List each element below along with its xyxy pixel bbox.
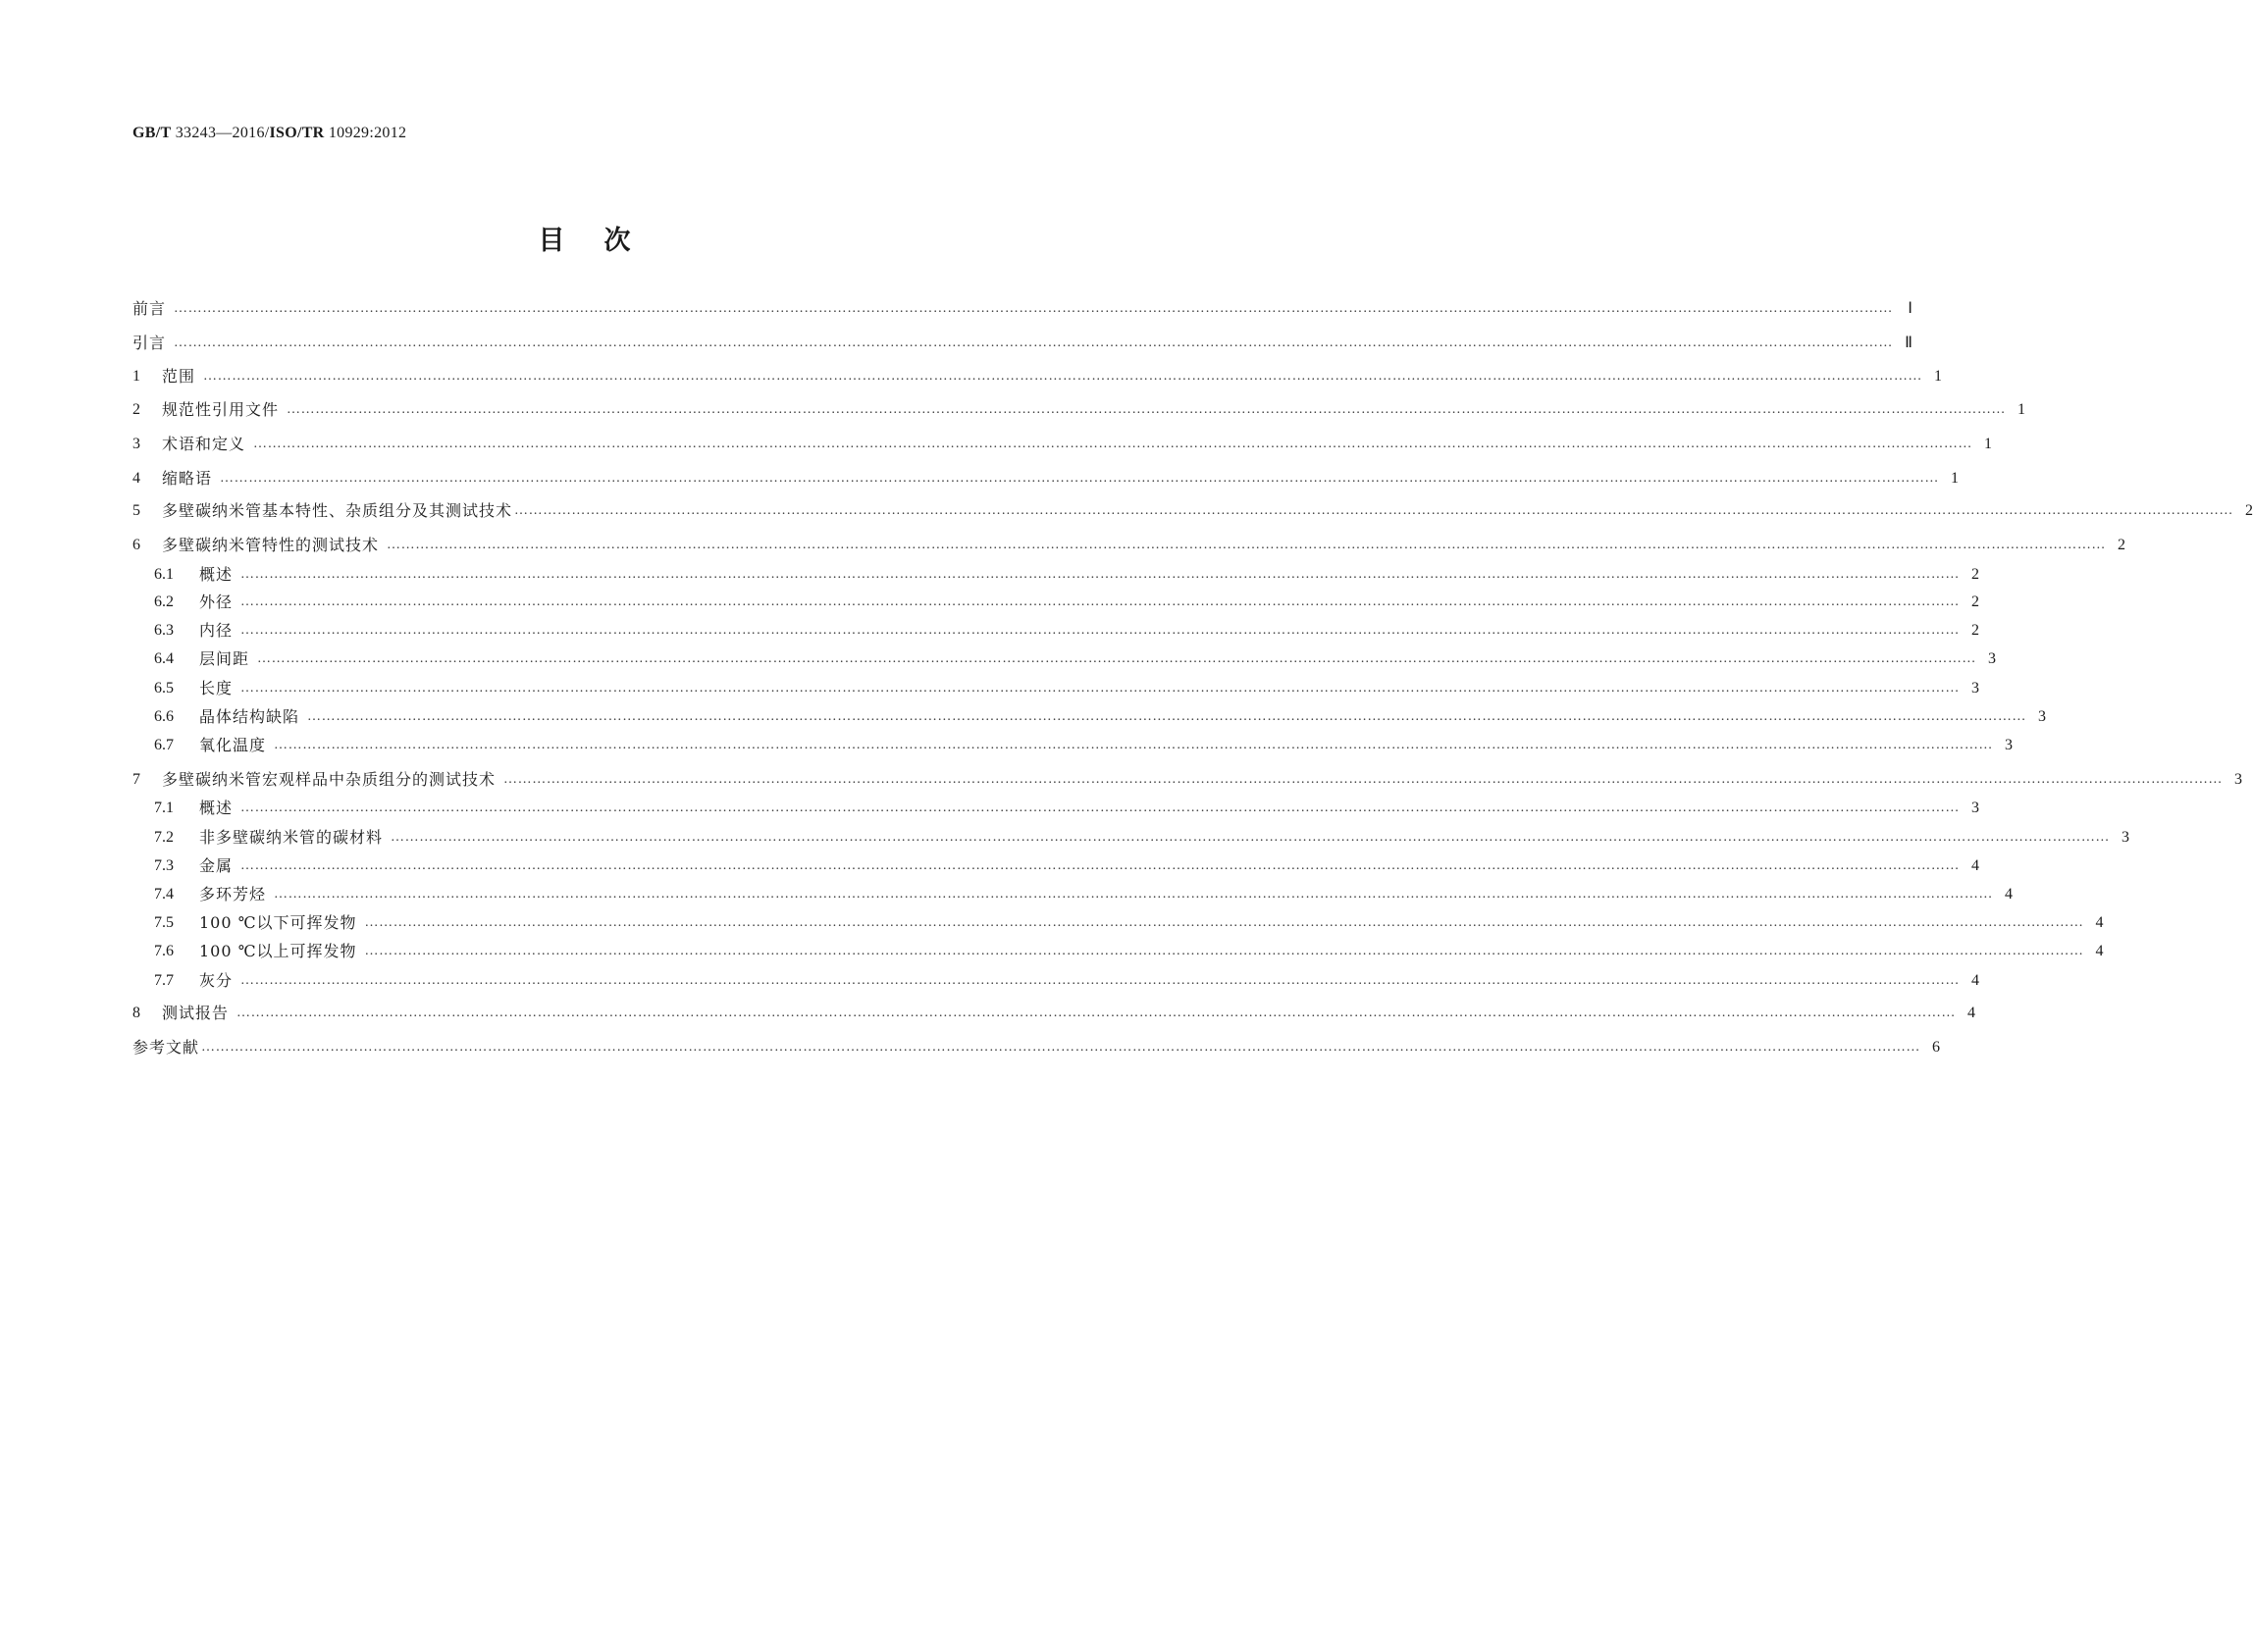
toc-entry-title: 前言 [132,299,167,318]
toc-entry-number: 6.1 [154,566,174,583]
toc-leader-dots: ……………………………………………………………………………………………………………………………………………………………………………………………………………………………………………………………………………………………………………………………… [240,858,1961,873]
toc-entry-title: 100 ℃以下可挥发物 [199,913,357,932]
toc-entry[interactable] [154,677,1980,700]
toc-entry-title: 非多壁碳纳米管的碳材料 [199,828,384,847]
toc-entry-title: 多环芳烃 [199,885,267,903]
toc-leader-dots: ……………………………………………………………………………………………………………………………………………………………………………………………………………………………………………………………………………………………………………………………… [287,402,2007,417]
iso-prefix: ISO/TR [269,125,325,141]
toc-entry-number: 3 [132,436,140,452]
toc-entry-number: 7.3 [154,857,174,874]
toc-entry[interactable] [154,647,1997,671]
toc-entry-number: 6 [132,537,140,553]
toc-entry-number: 6.2 [154,594,174,610]
toc-entry-page: 2 [1971,566,1980,583]
standard-prefix: GB/T [132,125,172,141]
toc-leader-dots: ……………………………………………………………………………………………………………………………………………………………………………………………………………………………………………………………………………………………………………………………… [274,887,1994,902]
toc-entry[interactable] [154,940,2104,963]
toc-entry-title: 多壁碳纳米管基本特性、杂质组分及其测试技术 [162,501,513,520]
toc-entry[interactable] [154,797,1980,820]
toc-entry[interactable] [154,969,1980,993]
toc-entry-title: 金属 [199,856,234,875]
toc-leader-dots: ……………………………………………………………………………………………………………………………………………………………………………………………………………………………………………………………………………………………………………………………… [240,623,1961,638]
toc-entry-title: 多壁碳纳米管特性的测试技术 [162,536,380,554]
toc-leader-dots: ……………………………………………………………………………………………………………………………………………………………………………………………………………………………………………………………………………………………………………………………… [240,800,1961,815]
toc-entry-number: 6.3 [154,622,174,639]
toc-entry[interactable] [132,297,1913,321]
standard-number: 33243—2016/ [175,125,270,141]
toc-entry-number: 7 [132,771,140,788]
toc-entry-title: 概述 [199,799,234,817]
toc-entry-number: 2 [132,401,140,418]
toc-entry-page: 4 [1967,1005,1976,1021]
toc-entry-page: 2 [2245,502,2253,519]
document-header [132,125,406,142]
toc-entry-title: 外径 [199,593,234,611]
toc-entry[interactable] [154,591,1980,614]
toc-entry-page: 4 [1971,857,1980,874]
toc-entry-page: 4 [2005,886,2014,903]
toc-entry-title: 氧化温度 [199,736,267,754]
toc-entry-page: 3 [1971,680,1980,697]
toc-entry-title: 内径 [199,621,234,640]
toc-leader-dots: ……………………………………………………………………………………………………………………………………………………………………………………………………………………………………………………………………………………………………………………………… [253,437,1973,451]
toc-entry-number: 6.6 [154,708,174,725]
toc-entry-page: 4 [2095,943,2104,959]
toc-entry[interactable] [132,1002,1976,1025]
toc-leader-dots: ……………………………………………………………………………………………………………………………………………………………………………………………………………………………………………………………………………………………………………………………… [503,772,2224,787]
toc-entry-title: 多壁碳纳米管宏观样品中杂质组分的测试技术 [162,770,497,789]
toc-entry[interactable] [132,499,2253,523]
toc-leader-dots: ……………………………………………………………………………………………………………………………………………………………………………………………………………………………………………………………………………………………………………………………… [364,915,2084,930]
toc-entry[interactable] [132,467,1960,490]
toc-leader-dots: ……………………………………………………………………………………………………………………………………………………………………………………………………………………………………………………………………………………………………………………………… [203,369,1923,384]
toc-entry-title: 规范性引用文件 [162,400,280,419]
toc-leader-dots: ……………………………………………………………………………………………………………………………………………………………………………………………………………………………………………………………………………………………………………………………… [274,738,1994,752]
toc-entry-number: 7.2 [154,829,174,846]
toc-entry[interactable] [132,534,2126,557]
toc-entry-page: 2 [1971,594,1980,610]
toc-entry-page: 3 [1988,650,1997,667]
toc-entry-number: 8 [132,1005,140,1021]
toc-entry-title: 范围 [162,367,196,386]
toc-entry-title: 概述 [199,565,234,584]
page-title: 目次 [538,226,670,256]
toc-leader-dots: ……………………………………………………………………………………………………………………………………………………………………………………………………………………………………………………………………………………………………………………………… [240,973,1961,988]
toc-leader-dots: ……………………………………………………………………………………………………………………………………………………………………………………………………………………………………………………………………………………………………………………………… [240,681,1961,696]
toc-entry-number: 6.4 [154,650,174,667]
toc-entry-page: 1 [2017,401,2026,418]
toc-entry-page: 6 [1932,1039,1941,1056]
toc-leader-dots: ……………………………………………………………………………………………………………………………………………………………………………………………………………………………………………………………………………………………………………………………… [391,830,2111,845]
toc-entry-number: 6.7 [154,737,174,753]
toc-leader-dots: ……………………………………………………………………………………………………………………………………………………………………………………………………………………………………………………………………………………………………………………………… [364,944,2084,958]
toc-entry-page: Ⅱ [1905,335,1913,351]
toc-entry-page: 3 [2122,829,2130,846]
toc-entry-page: 3 [2005,737,2014,753]
toc-entry-number: 7.1 [154,800,174,816]
toc-entry-title: 引言 [132,334,167,352]
toc-entry-title: 术语和定义 [162,435,246,453]
toc-entry-title: 灰分 [199,971,234,990]
toc-leader-dots: ……………………………………………………………………………………………………………………………………………………………………………………………………………………………………………………………………………………………………………………………… [174,301,1894,316]
toc-entry-page: 3 [2234,771,2243,788]
toc-entry-page: 3 [1971,800,1980,816]
toc-entry-number: 7.5 [154,914,174,931]
toc-leader-dots: ……………………………………………………………………………………………………………………………………………………………………………………………………………………………………………………………………………………………………………………………… [220,471,1940,486]
toc-entry-number: 6.5 [154,680,174,697]
toc-entry[interactable] [132,433,1993,456]
toc-entry[interactable] [132,768,2243,792]
toc-entry[interactable] [132,398,2026,422]
toc-leader-dots: ……………………………………………………………………………………………………………………………………………………………………………………………………………………………………………………………………………………………………………………………… [201,1040,1921,1055]
toc-entry[interactable] [132,1036,1941,1059]
toc-leader-dots: ……………………………………………………………………………………………………………………………………………………………………………………………………………………………………………………………………………………………………………………………… [257,651,1977,666]
toc-entry-number: 4 [132,470,140,487]
toc-entry-page: 2 [2118,537,2126,553]
toc-entry[interactable] [154,619,1980,643]
toc-entry-page: 1 [1951,470,1960,487]
toc-entry-title: 缩略语 [162,469,213,488]
toc-entry-number: 7.6 [154,943,174,959]
toc-leader-dots: ……………………………………………………………………………………………………………………………………………………………………………………………………………………………………………………………………………………………………………………………… [240,567,1961,582]
toc-entry[interactable] [154,705,2047,729]
toc-entry[interactable] [154,734,2014,757]
toc-entry-page: 4 [2095,914,2104,931]
toc-entry-title: 100 ℃以上可挥发物 [199,942,357,960]
toc-entry[interactable] [154,883,2014,906]
toc-entry-title: 测试报告 [162,1004,230,1022]
toc-leader-dots: ……………………………………………………………………………………………………………………………………………………………………………………………………………………………………………………………………………………………………………………………… [307,709,2027,724]
toc-entry-page: 1 [1934,368,1943,385]
toc-entry[interactable] [154,563,1980,587]
toc-entry-title: 层间距 [199,649,250,668]
toc-leader-dots: ……………………………………………………………………………………………………………………………………………………………………………………………………………………………………………………………………………………………………………………………… [174,336,1894,350]
toc-entry-title: 晶体结构缺陷 [199,707,300,726]
iso-number: 10929:2012 [328,125,407,141]
toc-entry-page: Ⅰ [1908,300,1913,317]
toc-entry-number: 7.7 [154,972,174,989]
toc-entry[interactable] [154,911,2104,935]
toc-entry-number: 7.4 [154,886,174,903]
toc-entry-page: 1 [1984,436,1993,452]
toc-entry-number: 1 [132,368,140,385]
toc-entry[interactable] [132,365,1943,388]
toc-leader-dots: ……………………………………………………………………………………………………………………………………………………………………………………………………………………………………………………………………………………………………………………………… [387,538,2107,552]
toc-entry-title: 长度 [199,679,234,697]
toc-entry-page: 4 [1971,972,1980,989]
toc-entry-page: 2 [1971,622,1980,639]
toc-entry[interactable] [154,854,1980,878]
toc-entry[interactable] [132,332,1913,355]
toc-leader-dots: ……………………………………………………………………………………………………………………………………………………………………………………………………………………………………………………………………………………………………………………………… [236,1006,1957,1020]
toc-entry[interactable] [154,826,2130,850]
toc-leader-dots: ……………………………………………………………………………………………………………………………………………………………………………………………………………………………………………………………………………………………………………………………… [240,594,1961,609]
toc-leader-dots: ……………………………………………………………………………………………………………………………………………………………………………………………………………………………………………………………………………………………………………………………… [514,503,2234,518]
toc-entry-number: 5 [132,502,140,519]
toc-entry-title: 参考文献 [132,1038,200,1057]
toc-entry-page: 3 [2038,708,2047,725]
